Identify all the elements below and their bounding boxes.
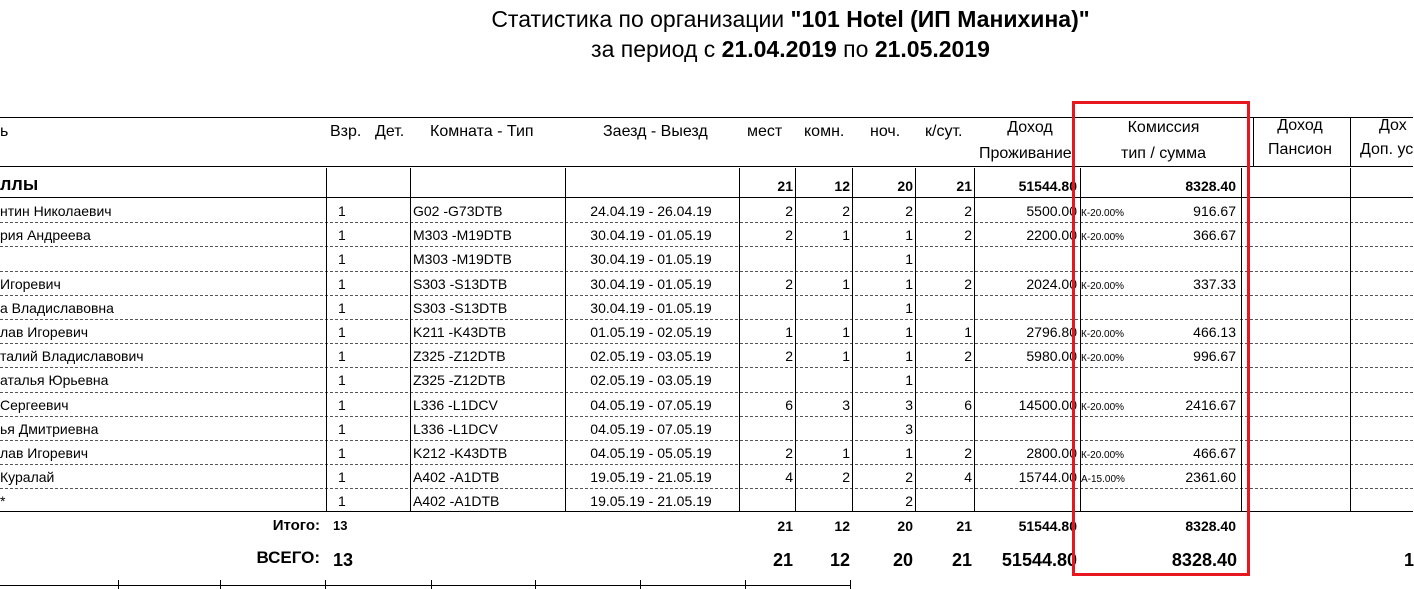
row-cell-room: K211 -K43DTB [413, 324, 507, 340]
col-children-header: Дет. [375, 123, 405, 140]
row-cell-ctype: К-20.00% [1081, 232, 1125, 244]
row-cell-ctype: К-20.00% [1081, 208, 1125, 219]
row-cell-places: 2 [785, 348, 793, 365]
col-commission-header-2: тип / сумма [1121, 145, 1206, 162]
row-cell-name: * [0, 493, 6, 510]
row-cell-name: Куралай [0, 469, 55, 486]
itogo-commission: 8328.40 [1185, 518, 1236, 534]
col-adults-header: Взр. [330, 123, 362, 140]
group-commission: 8328.40 [1185, 178, 1236, 194]
row-cell-name: нтин Николаевич [0, 203, 112, 219]
row-cell-dates: 01.05.19 - 02.05.19 [590, 324, 712, 340]
row-cell-adults: 1 [338, 227, 346, 244]
itogo-label: Итого: [272, 517, 320, 534]
row-cell-income: 2800.00 [1026, 445, 1077, 461]
row-cell-name: рия Андреева [0, 227, 91, 244]
row-cell-kday: 6 [964, 396, 972, 413]
footer-tick [325, 580, 326, 589]
row-cell-dates: 30.04.19 - 01.05.19 [590, 275, 712, 292]
header-column-line [1253, 117, 1254, 167]
row-cell-ctype: К-20.00% [1081, 353, 1125, 365]
vsego-kday: 21 [951, 550, 972, 570]
row-cell-dates: 19.05.19 - 21.05.19 [590, 469, 712, 486]
row-cell-nights: 1 [905, 299, 913, 316]
row-cell-room: A402 -A1DTB [413, 493, 500, 510]
row-cell-places: 1 [785, 324, 793, 340]
row-cell-nights: 1 [905, 372, 913, 389]
col-name-header: ь [0, 123, 9, 140]
row-cell-places: 4 [785, 469, 793, 486]
vsego-rooms: 12 [829, 550, 850, 570]
col-dates-header: Заезд - Выезд [603, 123, 708, 140]
row-cell-csum: 366.67 [1193, 227, 1236, 244]
row-cell-income: 5980.00 [1026, 348, 1077, 365]
footer-tick [535, 580, 536, 589]
row-cell-adults: 1 [338, 203, 346, 219]
row-cell-dates: 02.05.19 - 03.05.19 [590, 372, 712, 389]
row-cell-adults: 1 [338, 396, 346, 413]
row-cell-name: аталья Юрьевна [0, 372, 109, 389]
group-income: 51544.80 [1018, 178, 1077, 194]
row-cell-rooms: 1 [842, 324, 850, 340]
row-cell-places: 2 [785, 275, 793, 292]
row-cell-income: 14500.00 [1018, 396, 1077, 413]
column-line [974, 168, 975, 511]
row-cell-nights: 1 [905, 324, 913, 340]
column-line [795, 168, 796, 511]
row-cell-dates: 30.04.19 - 01.05.19 [590, 251, 712, 268]
column-line [410, 168, 411, 511]
row-cell-kday: 4 [964, 469, 972, 486]
footer-tick [745, 580, 746, 589]
row-cell-room: Z325 -Z12DTB [413, 348, 506, 365]
row-cell-places: 6 [785, 396, 793, 413]
vsego-commission: 8328.40 [1171, 550, 1237, 570]
row-cell-csum: 466.67 [1193, 445, 1236, 461]
row-cell-dates: 04.05.19 - 05.05.19 [590, 445, 712, 461]
footer-line [0, 585, 850, 586]
column-line [739, 168, 740, 511]
col-rooms-header: комн. [804, 123, 845, 140]
row-cell-name: лав Игоревич [0, 445, 89, 461]
row-cell-nights: 3 [905, 420, 913, 437]
col-extra-header-1: Дох [1379, 117, 1407, 134]
row-cell-dates: 04.05.19 - 07.05.19 [590, 420, 712, 437]
footer-tick [220, 580, 221, 589]
row-cell-ctype: К-20.00% [1081, 329, 1125, 340]
row-cell-nights: 2 [905, 469, 913, 486]
row-cell-room: L336 -L1DCV [413, 396, 498, 413]
row-cell-room: Z325 -Z12DTB [413, 372, 506, 389]
itogo-income: 51544.80 [1018, 518, 1077, 534]
group-name: ллы [0, 174, 39, 194]
vsego-places: 21 [772, 550, 793, 570]
row-cell-kday: 2 [964, 275, 972, 292]
col-commission-header-1: Комиссия [1127, 119, 1200, 136]
col-income-header-2: Проживание [979, 145, 1072, 162]
itogo-nights: 20 [897, 518, 913, 534]
row-cell-adults: 1 [338, 445, 346, 461]
row-cell-name: а Владиславовна [0, 299, 114, 316]
row-cell-income: 5500.00 [1026, 203, 1077, 219]
group-kday: 21 [956, 178, 972, 194]
row-cell-places: 2 [785, 227, 793, 244]
row-cell-ctype: К-20.00% [1081, 401, 1125, 413]
row-cell-nights: 1 [905, 348, 913, 365]
row-cell-ctype: А-15.00% [1081, 474, 1125, 486]
row-cell-csum: 916.67 [1193, 203, 1236, 219]
row-cell-csum: 2416.67 [1185, 396, 1236, 413]
row-cell-name: лав Игоревич [0, 324, 89, 340]
row-cell-rooms: 1 [842, 275, 850, 292]
itogo-kday: 21 [956, 518, 972, 534]
vsego-nights: 20 [892, 550, 913, 570]
report-title: Статистика по организации "101 Hotel (ИП Манихина)" [491, 6, 1090, 32]
row-cell-adults: 1 [338, 469, 346, 486]
footer-tick [431, 580, 432, 589]
row-cell-name: талий Владиславович [0, 348, 144, 365]
col-kday-header: к/сут. [925, 123, 963, 140]
row-cell-room: A402 -A1DTB [413, 469, 500, 486]
itogo-adults: 13 [333, 518, 348, 533]
row-cell-income: 2024.00 [1026, 275, 1077, 292]
row-cell-nights: 2 [905, 203, 913, 219]
row-cell-dates: 02.05.19 - 03.05.19 [590, 348, 712, 365]
col-nights-header: ноч. [870, 123, 901, 140]
vsego-label: ВСЕГО: [256, 548, 320, 567]
group-nights: 20 [897, 178, 913, 194]
row-cell-ctype: К-20.00% [1081, 280, 1125, 292]
vsego-income: 51544.80 [1001, 550, 1077, 570]
row-cell-places: 2 [785, 203, 793, 219]
row-cell-room: M303 -M19DTB [413, 251, 512, 268]
row-cell-room: M303 -M19DTB [413, 227, 512, 244]
vsego-adults: 13 [333, 550, 354, 570]
row-cell-nights: 1 [905, 445, 913, 461]
row-cell-income: 2200.00 [1026, 227, 1077, 244]
col-places-header: мест [747, 123, 783, 140]
row-cell-dates: 19.05.19 - 21.05.19 [590, 493, 712, 510]
row-cell-nights: 1 [905, 275, 913, 292]
row-cell-name: ья Дмитриевна [0, 420, 99, 437]
row-cell-adults: 1 [338, 493, 346, 510]
row-cell-nights: 2 [905, 493, 913, 510]
footer-tick [640, 580, 641, 589]
row-cell-csum: 337.33 [1193, 275, 1236, 292]
row-cell-rooms: 2 [842, 203, 850, 219]
row-cell-room: S303 -S13DTB [413, 299, 508, 316]
itogo-places: 21 [777, 518, 793, 534]
col-pension-header-2: Пансион [1268, 141, 1332, 158]
header-column-line [1350, 117, 1351, 167]
row-cell-adults: 1 [338, 251, 346, 268]
row-cell-kday: 1 [964, 324, 972, 340]
column-line [1350, 168, 1351, 511]
row-cell-adults: 1 [338, 275, 346, 292]
row-cell-rooms: 3 [842, 396, 850, 413]
row-cell-places: 2 [785, 445, 793, 461]
column-line [915, 168, 916, 511]
row-cell-dates: 30.04.19 - 01.05.19 [590, 227, 712, 244]
row-cell-kday: 2 [964, 227, 972, 244]
row-cell-name: Игоревич [0, 275, 61, 292]
row-cell-dates: 24.04.19 - 26.04.19 [590, 203, 712, 219]
row-cell-adults: 1 [338, 372, 346, 389]
column-line [326, 168, 327, 511]
column-line [565, 168, 566, 511]
row-cell-rooms: 1 [842, 227, 850, 244]
commission-highlight-box [1072, 101, 1250, 576]
row-cell-income: 15744.00 [1018, 469, 1077, 486]
row-cell-csum: 2361.60 [1185, 469, 1236, 486]
footer-tick [118, 580, 119, 589]
row-cell-income: 2796.80 [1026, 324, 1077, 340]
row-cell-nights: 3 [905, 396, 913, 413]
row-cell-nights: 1 [905, 227, 913, 244]
row-cell-adults: 1 [338, 420, 346, 437]
row-cell-room: L336 -L1DCV [413, 420, 498, 437]
group-rooms: 12 [834, 178, 850, 194]
row-cell-adults: 1 [338, 324, 346, 340]
col-room-type-header: Комната - Тип [430, 123, 534, 140]
row-cell-kday: 2 [964, 203, 972, 219]
row-cell-room: G02 -G73DTB [413, 203, 503, 219]
column-line [852, 168, 853, 511]
row-cell-rooms: 2 [842, 469, 850, 486]
footer-tick [850, 580, 851, 589]
row-cell-dates: 04.05.19 - 07.05.19 [590, 396, 712, 413]
itogo-rooms: 12 [834, 518, 850, 534]
col-extra-header-2: Доп. ус [1360, 141, 1414, 158]
row-cell-name: Сергеевич [0, 396, 69, 413]
vsego-extra: 1 [1404, 550, 1414, 570]
col-income-header-1: Доход [1007, 119, 1053, 136]
group-places: 21 [777, 178, 793, 194]
row-cell-adults: 1 [338, 299, 346, 316]
row-cell-nights: 1 [905, 251, 913, 268]
col-pension-header-1: Доход [1277, 117, 1323, 134]
row-cell-adults: 1 [338, 348, 346, 365]
row-cell-kday: 2 [964, 445, 972, 461]
row-cell-csum: 996.67 [1193, 348, 1236, 365]
row-cell-room: K212 -K43DTB [413, 445, 508, 461]
row-cell-rooms: 1 [842, 348, 850, 365]
report-period: за период с 21.04.2019 по 21.05.2019 [591, 36, 990, 62]
row-cell-dates: 30.04.19 - 01.05.19 [590, 299, 712, 316]
row-cell-csum: 466.13 [1193, 324, 1236, 340]
row-cell-ctype: К-20.00% [1081, 450, 1125, 461]
row-cell-kday: 2 [964, 348, 972, 365]
row-cell-rooms: 1 [842, 445, 850, 461]
row-cell-room: S303 -S13DTB [413, 275, 508, 292]
